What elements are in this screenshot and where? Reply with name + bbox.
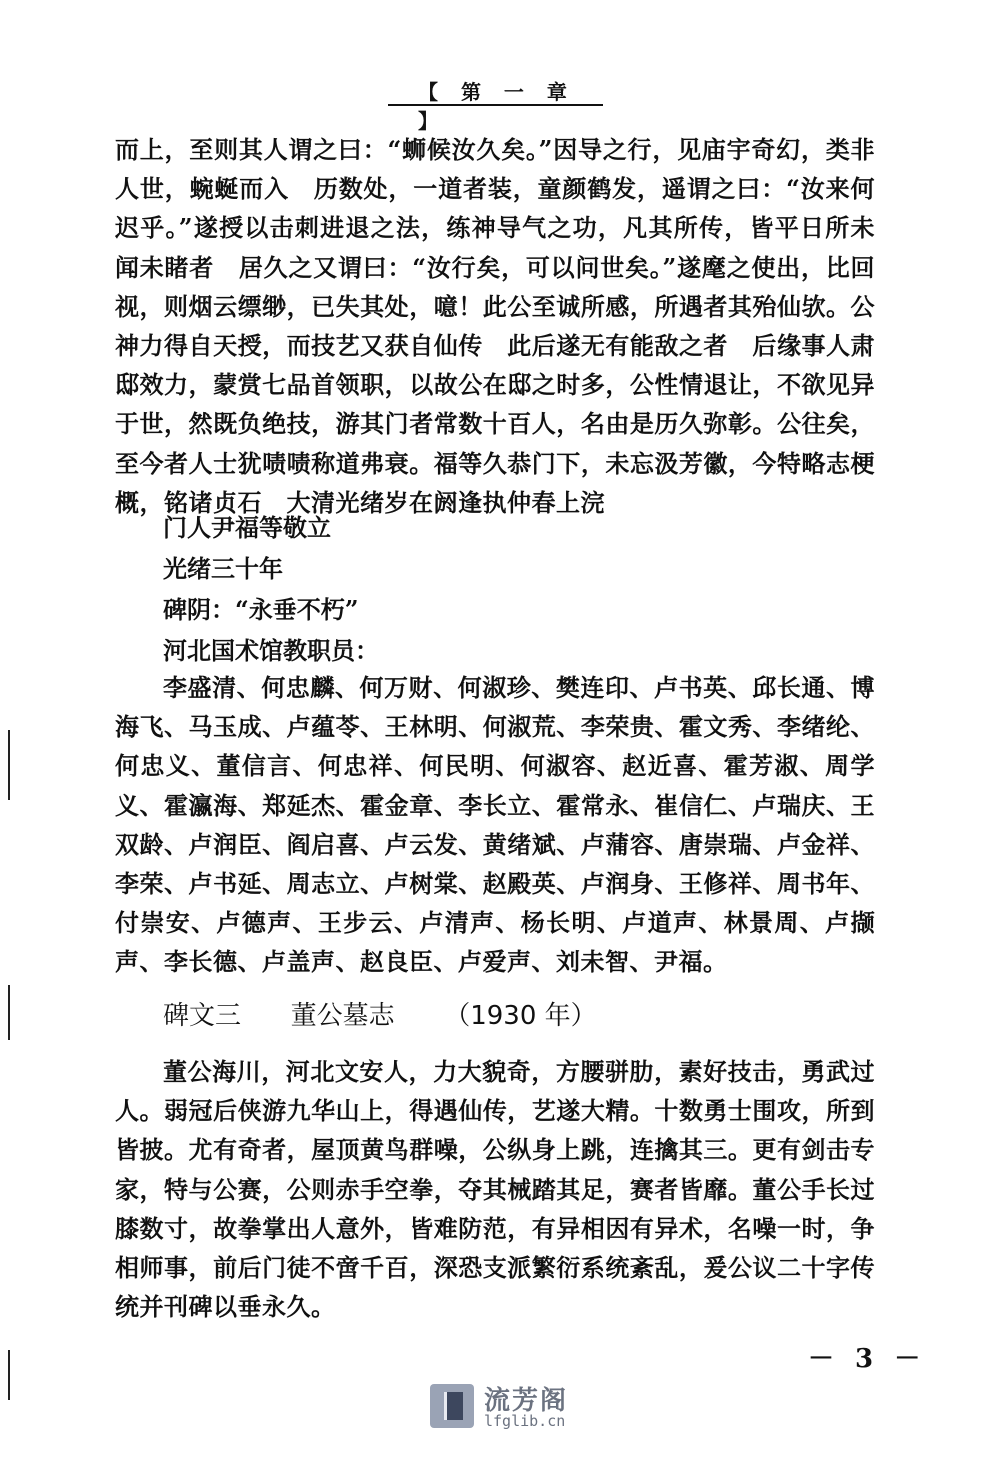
section-year: （1930 年） (444, 1001, 597, 1031)
watermark-url: lfglib.cn (484, 1412, 566, 1430)
section-label: 碑文三 (163, 1001, 242, 1031)
staff-line: 河北国术馆教职员： (163, 636, 379, 665)
reverse-line: 碑阴：“永垂不朽” (163, 595, 359, 624)
scan-edge-line (8, 1350, 10, 1400)
watermark-name: 流芳阁 (484, 1386, 569, 1416)
scan-edge-line (8, 985, 10, 1040)
scan-edge-line (8, 730, 10, 800)
section-title: 董公墓志 (290, 1001, 395, 1031)
year-line: 光绪三十年 (163, 554, 283, 583)
section-paragraph: 董公海川，河北文安人，力大貌奇，方腰骈肋，素好技击，勇武过人。弱冠后侠游九华山上，得遇仙传，艺遂大精。十数勇士围攻，所到皆披。尤有奇者，屋顶黄鸟群噪，公纵身上跳，连擒其三。更有剑击专家，特与公赛，公则赤手空拳，夺其械踏其足，赛者皆靡。董公手长过膝数寸，故拳掌出人意外，皆难防范，有异相因有异术，名噪一时，争相师事，前后门徒不啻千百，深恐支派繁衍系统紊乱，爰公议二十字传统并刊碑以垂永久。 (115, 1057, 875, 1322)
inscriber-line: 门人尹福等敬立 (163, 513, 331, 542)
watermark (430, 1378, 590, 1438)
page-number: － 3 － (808, 1344, 927, 1374)
names-paragraph: 李盛清、何忠麟、何万财、何淑珍、樊连印、卢书英、邱长通、博海飞、马玉成、卢蕴苓、王林明、何淑荒、李荣贵、霍文秀、李绪纶、何忠义、董信言、何忠祥、何民明、何淑容、赵近喜、霍芳淑、周学义、霍瀛海、郑延杰、霍金章、李长立、霍常永、崔信仁、卢瑞庆、王双龄、卢润臣、阎启喜、卢云发、黄绪斌、卢蒲容、唐崇瑞、卢金祥、李荣、卢书延、周志立、卢树棠、赵殿英、卢润身、王修祥、周书年、付崇安、卢德声、王步云、卢清声、杨长明、卢道声、林景周、卢撷声、李长德、卢盖声、赵良臣、卢爱声、刘未智、尹福。 (115, 673, 875, 977)
chapter-header (388, 76, 603, 133)
chapter-title: 【 第 一 章 】 (418, 80, 575, 133)
paragraph-1: 而上，至则其人谓之曰：“蛳候汝久矣。”因导之行，见庙宇奇幻，类非人世，蜿蜒而入 历数处，一道者装，童颜鹤发，遥谓之曰：“汝来何迟乎。”遂授以击刺进退之法，练神导气之功，凡其所传，皆平日所未闻未睹者 居久之又谓曰：“汝行矣，可以问世矣。”遂麾之使出，比回视，则烟云缥缈，已失其处，噫！此公至诚所感，所遇者其殆仙欤。公神力得自天授，而技艺又获自仙传 此后遂无有能敌之者 后缘事人肃邸效力，蒙赏七品首领职，以故公在邸之时多，公性情退让，不欲见异于世，然既负绝技，游其门者常数十百人，名由是历久弥彰。公往矣，至今者人士犹啧啧称道弗衰。福等久恭门下，未忘汲芳徽，今特略志梗概，铭诸贞石 大清光绪岁在阏逢执仲春上浣 (115, 135, 875, 517)
section-heading (163, 995, 597, 1032)
book-icon (430, 1384, 474, 1428)
